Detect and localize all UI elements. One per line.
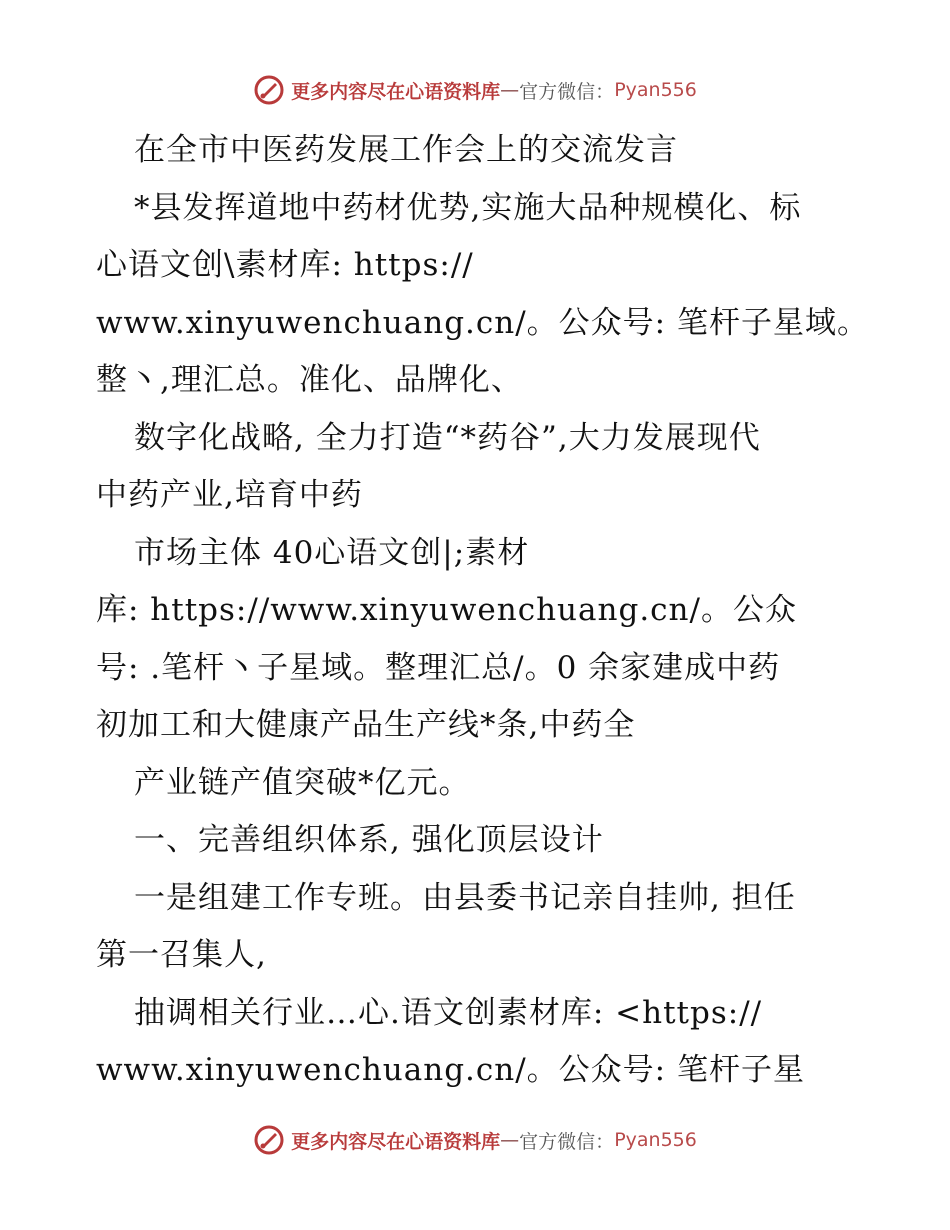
brush-logo-icon	[253, 74, 285, 106]
paragraph-line: 中药产业,培育中药	[96, 477, 363, 513]
watermark-account: Pyan556	[614, 79, 697, 101]
watermark-main-text: 更多内容尽在心语资料库	[291, 1130, 501, 1153]
watermark-separator: —	[500, 79, 520, 101]
footer-watermark	[0, 1120, 950, 1160]
paragraph-line: 第一召集人,	[96, 937, 267, 973]
document-body	[96, 122, 876, 1100]
paragraph-line: www.xinyuwenchuang.cn/。公众号: 笔杆子星域。	[96, 304, 869, 341]
paragraph-line: www.xinyuwenchuang.cn/。公众号: 笔杆子星	[96, 1052, 805, 1088]
paragraph-line: 整丶,理汇总。准化、品牌化、	[96, 362, 523, 398]
watermark-main-text: 更多内容尽在心语资料库	[291, 80, 501, 103]
watermark-separator: —	[500, 1129, 520, 1151]
paragraph-line: 抽调相关行业…心.语文创素材库: <https://	[134, 994, 763, 1031]
brush-logo-icon	[253, 1124, 285, 1156]
document-title: 在全市中医药发展工作会上的交流发言	[134, 132, 678, 168]
paragraph-line: 一是组建工作专班。由县委书记亲自挂帅, 担任	[134, 879, 796, 916]
paragraph-line: 号: .笔杆丶子星域。整理汇总/。0 余家建成中药	[96, 649, 781, 686]
paragraph-line: 初加工和大健康产品生产线*条,中药全	[96, 707, 636, 743]
watermark-account: Pyan556	[614, 1129, 697, 1151]
paragraph-line: 库: https://www.xinyuwenchuang.cn/。公众	[96, 592, 797, 628]
paragraph-line: 市场主体 40心语文创|;素材	[134, 534, 530, 571]
paragraph-line: *县发挥道地中药材优势,实施大品种规模化、标	[134, 189, 802, 226]
watermark-label: 官方微信：	[519, 80, 615, 103]
section-heading: 一、完善组织体系, 强化顶层设计	[134, 822, 604, 858]
watermark-label: 官方微信：	[519, 1130, 615, 1153]
header-watermark	[0, 70, 950, 110]
paragraph-line: 产业链产值突破*亿元。	[134, 764, 471, 801]
paragraph-line: 数字化战略, 全力打造“*药谷”,大力发展现代	[134, 419, 761, 456]
paragraph-line: 心语文创\素材库: https://	[96, 247, 474, 283]
